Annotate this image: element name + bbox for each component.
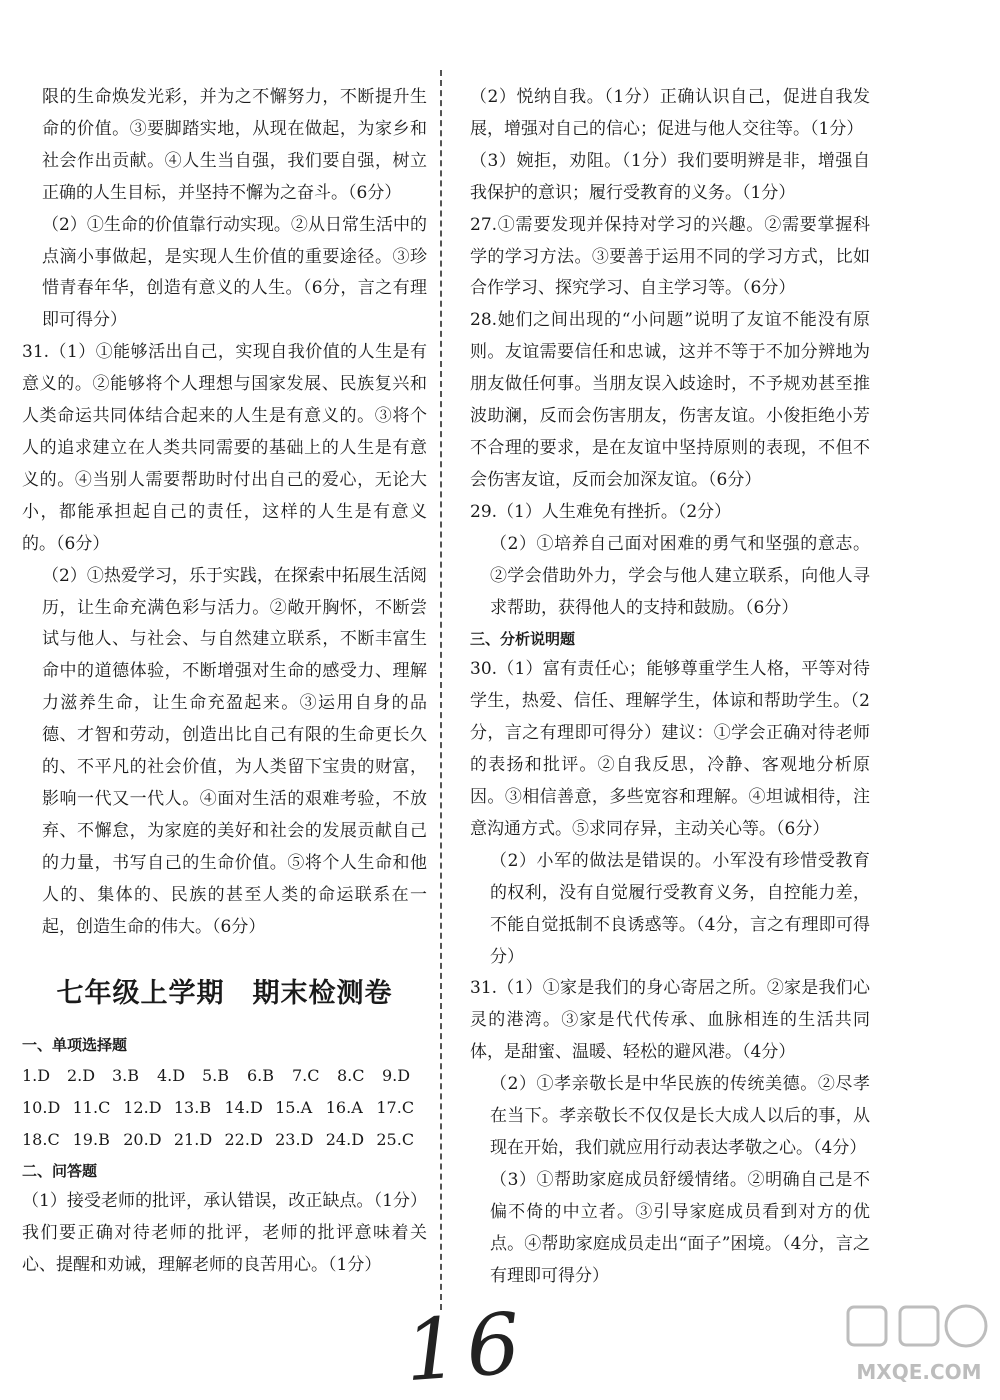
question-31-part1: 31.（1）①能够活出自己，实现自我价值的人生是有意义的。②能够将个人理想与国家发展、民族复兴和人类命运共同体结合起来的人生是有意义的。③将个人的追求建立在人类共同需要的基础上的人生是有意义的。④当别人需要帮助时付出自己的爱心，无论大小，都能承担起自己的责任，这样的人生是有意义的。（6分） [22, 342, 427, 554]
watermark-logo [844, 1301, 994, 1389]
answer-item: 25.C [376, 1130, 415, 1150]
answer-item: 16.A [325, 1098, 363, 1118]
watermark-text: MXQE.COM [856, 1360, 982, 1384]
answer-part-2: （2）悦纳自我。（1分）正确认识自己，促进自我发展，增强对自己的信心；促进与他人交往等。（1分） [470, 87, 870, 139]
qa-heading: 二、问答题 [22, 1162, 98, 1181]
answer-item: 15.A [275, 1098, 313, 1118]
question-29-part1: 29.（1）人生难免有挫折。（2分） [470, 501, 732, 522]
continued-answer-paragraph: 限的生命焕发光彩，并为之不懈努力，不断提升生命的价值。③要脚踏实地，从现在做起，为家乡和社会作出贡献。④人生当自强，我们要自强，树立正确的人生目标，并坚持不懈为之奋斗。（6分） [42, 87, 427, 203]
answer-item: 20.D [123, 1130, 162, 1150]
question-31-part2-right: （2）①孝亲敬长是中华民族的传统美德。②尽孝在当下。孝亲敬长不仅仅是长大成人以后的事，从现在开始，我们就应用行动表达孝敬之心。（4分） [490, 1074, 870, 1158]
answer-item: 23.D [275, 1130, 314, 1150]
answer-item: 7.C [292, 1066, 320, 1086]
question-27: 27.①需要发现并保持对学习的兴趣。②需要掌握科学的学习方法。③要善于运用不同的学习方式，比如合作学习、探究学习、自主学习等。（6分） [470, 214, 870, 299]
answer-item: 11.C [72, 1098, 111, 1118]
answer-item: 9.D [382, 1066, 411, 1086]
answer-item: 1.D [22, 1066, 51, 1086]
answer-item: 22.D [224, 1130, 263, 1150]
answer-item: 24.D [325, 1130, 365, 1150]
answer-item: 5.B [202, 1066, 230, 1086]
multiple-choice-answers [22, 1060, 427, 1156]
answer-row [22, 1092, 427, 1124]
answer-item: 21.D [173, 1130, 213, 1150]
question-29-part2: （2）①培养自己面对困难的勇气和坚强的意志。②学会借助外力，学会与他人建立联系，向他人寻求帮助，获得他人的支持和鼓励。（6分） [490, 533, 870, 618]
qa-answer-1: （1）接受老师的批评，承认错误，改正缺点。（1分）我们要正确对待老师的批评，老师的批评意味着关心、提醒和劝诫，理解老师的良苦用心。（1分） [22, 1191, 427, 1276]
answer-item: 8.C [337, 1066, 365, 1086]
answer-item: 12.D [123, 1098, 162, 1118]
question-30-part1: 30.（1）富有责任心；能够尊重学生人格，平等对待学生，热爱、信任、理解学生，体谅和帮助学生。（2分，言之有理即可得分）建议：①学会正确对待老师的表扬和批评。②自我反思，冷静、客观地分析原因。③相信善意，多些宽容和理解。④坦诚相待，注意沟通方式。⑤求同存异，主动关心等。（6分） [470, 659, 870, 839]
answer-row [22, 1124, 427, 1156]
section-title: 七年级上学期 期末检测卷 [56, 978, 393, 1010]
analysis-heading: 三、分析说明题 [470, 630, 576, 649]
question-31-part2: （2）①热爱学习，乐于实践，在探索中拓展生活阅历，让生命充满色彩与活力。②敞开胸怀，不断尝试与他人、与社会、与自然建立联系，不断丰富生命中的道德体验，不断增强对生命的感受力、理解力滋养生命，让生命充盈起来。③运用自身的品德、才智和劳动，创造出比自己有限的生命更长久的、不平凡的社会价值，为人类留下宝贵的财富，影响一代又一代人。④面对生活的艰难考验，不放弃、不懈怠，为家庭的美好和社会的发展贡献自己的力量，书写自己的生命价值。⑤将个人生命和他人的、集体的、民族的甚至人类的命运联系在一起，创造生命的伟大。（6分） [42, 565, 427, 937]
answer-item: 4.D [157, 1066, 186, 1086]
right-column [470, 82, 870, 1293]
answer-item: 3.B [112, 1066, 140, 1086]
answer-item: 10.D [22, 1098, 61, 1118]
answer-item: 6.B [247, 1066, 275, 1086]
column-divider [440, 70, 442, 1310]
answer-item: 18.C [22, 1130, 60, 1150]
multiple-choice-heading: 一、单项选择题 [22, 1036, 128, 1055]
answer-item: 17.C [376, 1098, 415, 1118]
answer-part-3: （3）婉拒，劝阻。（1分）我们要明辨是非，增强自我保护的意识；履行受教育的义务。（1分） [470, 150, 870, 203]
left-column [22, 82, 427, 1282]
question-31-part3-right: （3）①帮助家庭成员舒缓情绪。②明确自己是不偏不倚的中立者。③引导家庭成员看到对方的优点。④帮助家庭成员走出“面子”困境。（4分，言之有理即可得分） [490, 1169, 870, 1286]
question-31-part1-right: 31.（1）①家是我们的身心寄居之所。②家是我们心灵的港湾。③家是代代传承、血脉相连的生活共同体，是甜蜜、温暖、轻松的避风港。（4分） [470, 978, 870, 1063]
answer-item: 13.B [173, 1098, 212, 1118]
continued-answer-part2: （2）①生命的价值靠行动实现。②从日常生活中的点滴小事做起，是实现人生价值的重要途径。③珍惜青春年华，创造有意义的人生。（6分，言之有理即可得分） [42, 214, 427, 331]
answer-item: 2.D [67, 1066, 96, 1086]
answer-item: 19.B [72, 1130, 110, 1150]
question-28: 28.她们之间出现的“小问题”说明了友谊不能没有原则。友谊需要信任和忠诚，这并不等于不加分辨地为朋友做任何事。当朋友误入歧途时，不予规劝甚至推波助澜，反而会伤害朋友，伤害友谊。小俊拒绝小芳不合理的要求，是在友谊中坚持原则的表现，不但不会伤害友谊，反而会加深友谊。（6分） [470, 310, 870, 490]
answer-row [22, 1060, 427, 1092]
question-30-part2: （2）小军的做法是错误的。小军没有珍惜受教育的权利，没有自觉履行受教育义务，自控能力差，不能自觉抵制不良诱惑等。（4分，言之有理即可得分） [490, 850, 870, 967]
answer-item: 14.D [224, 1098, 263, 1118]
handwritten-page-number: 16 [401, 1293, 532, 1400]
